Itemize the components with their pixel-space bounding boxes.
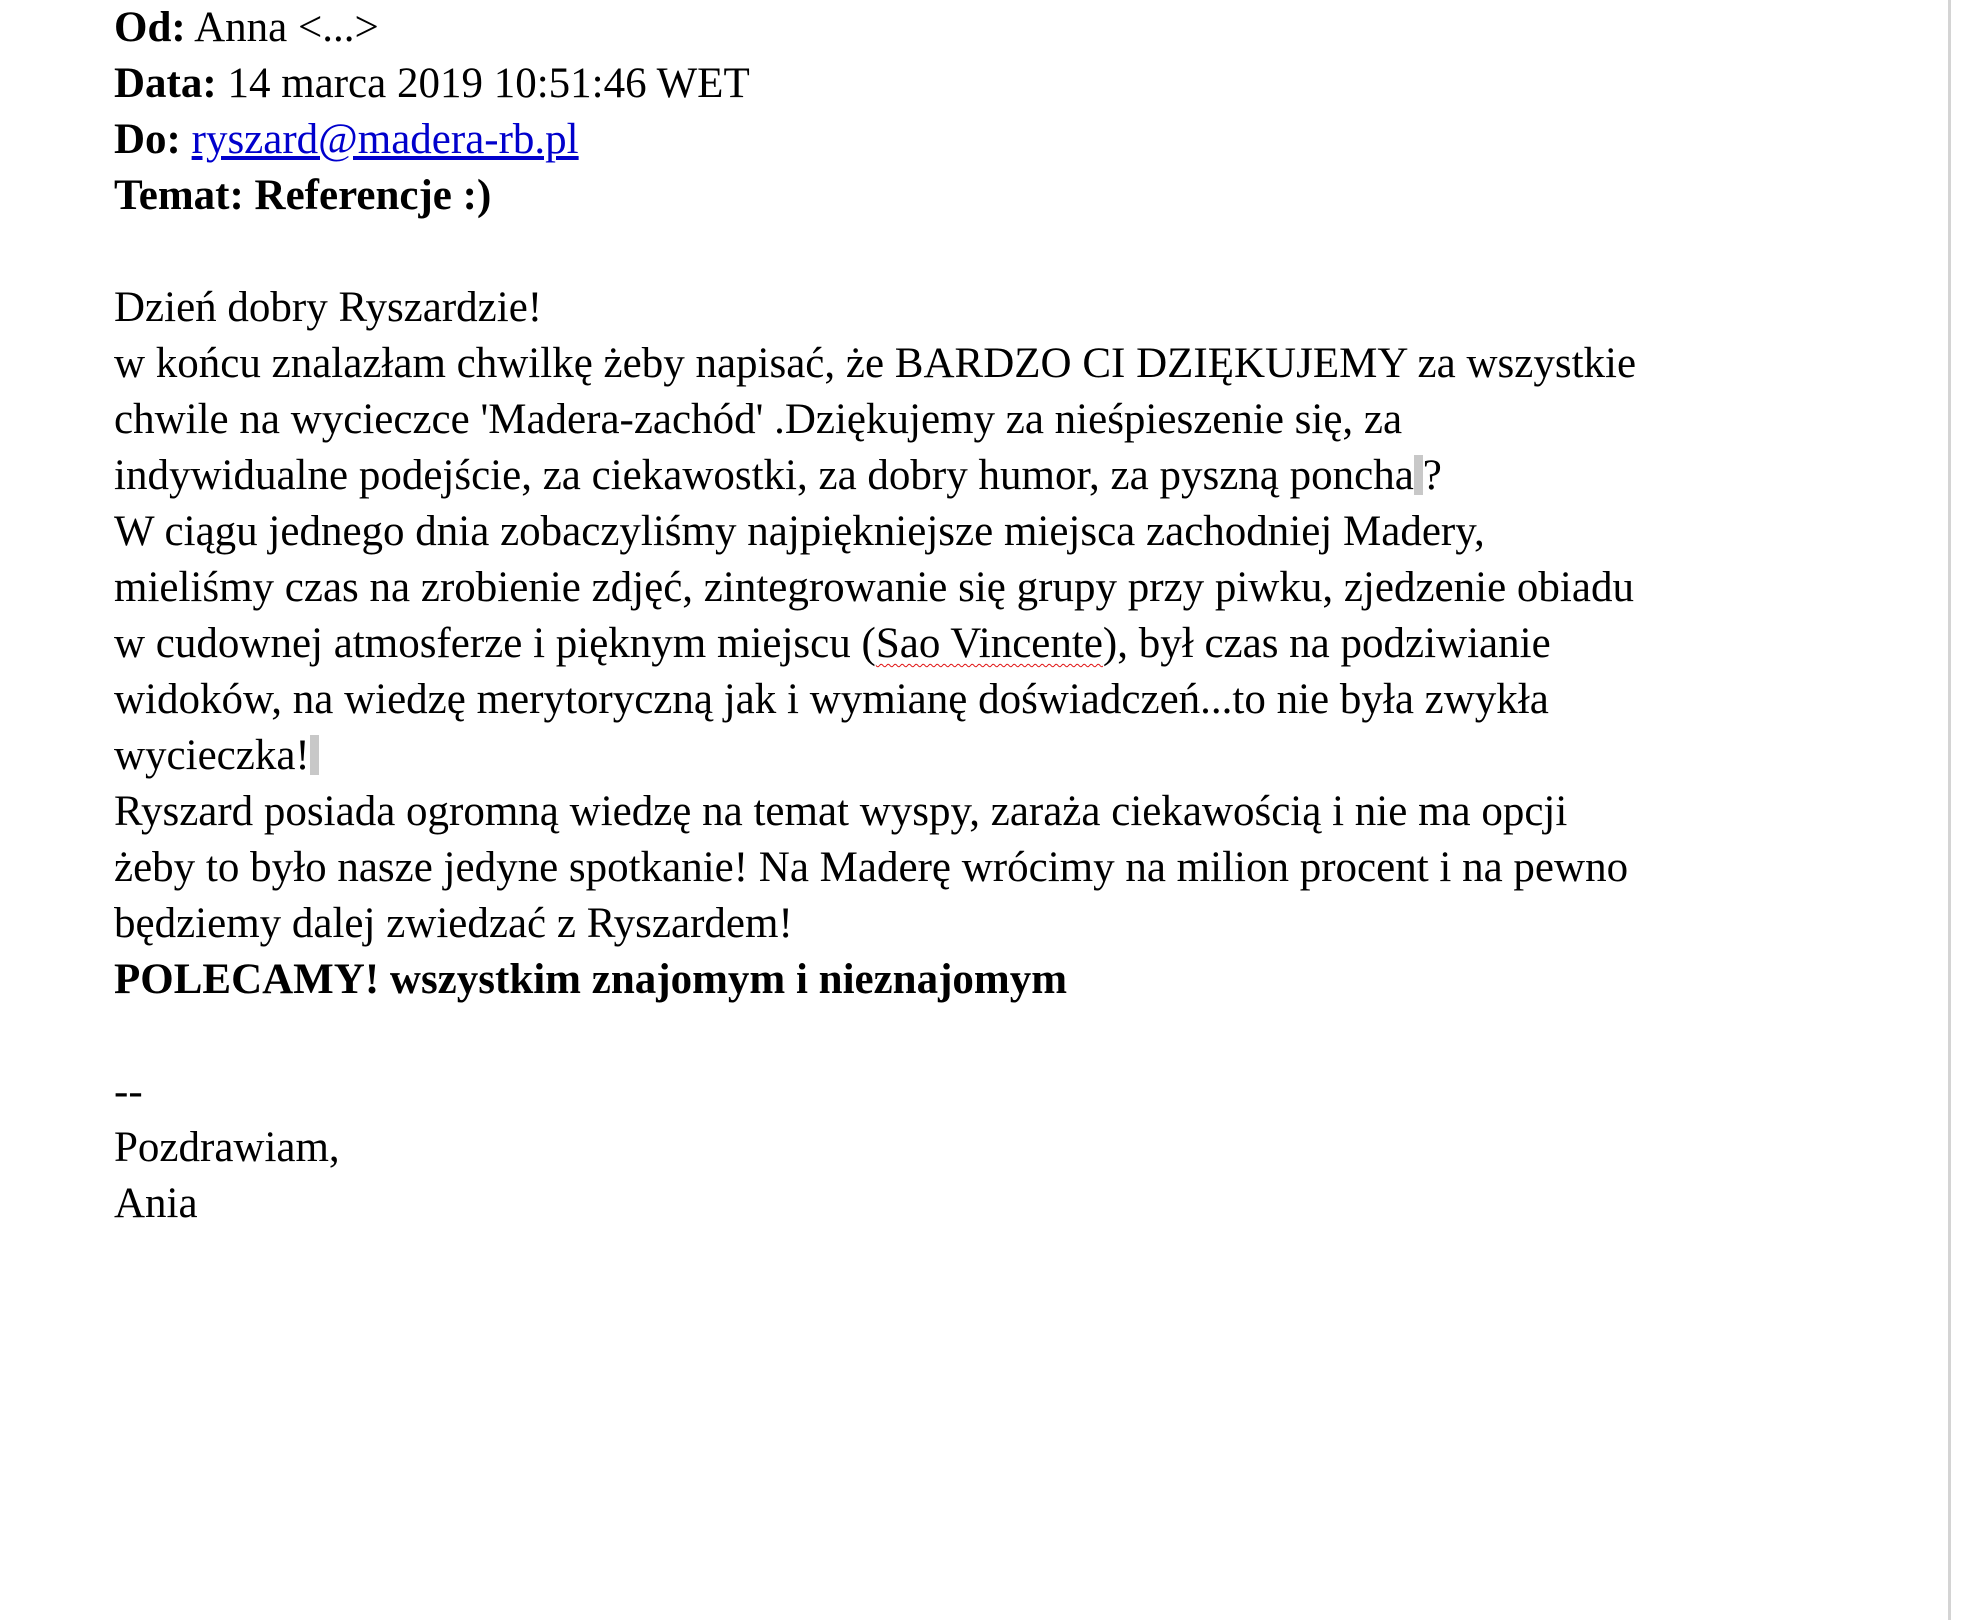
body-text: w cudownej atmosferze i pięknym miejscu ( [114,620,876,667]
body-line [114,728,1934,784]
body-line [114,448,1934,504]
selection-marker [1414,455,1423,495]
from-row [114,0,1934,56]
body-spacer [114,1008,1934,1064]
signature-separator: -- [114,1068,143,1115]
body-greeting: Dzień dobry Ryszardzie! [114,284,543,331]
body-line [114,616,1934,672]
subject-value: Referencje :) [254,172,492,219]
body-text: ? [1422,452,1442,499]
recommendation-line: POLECAMY! wszystkim znajomym i nieznajomym [114,956,1068,1003]
date-value: 14 marca 2019 10:51:46 WET [227,60,750,107]
email-message [114,0,1934,1232]
body-line: żeby to było nasze jedyne spotkanie! Na Maderę wrócimy na milion procent i na pewno [114,844,1629,891]
header-spacer [114,224,1934,280]
body-line: chwile na wycieczce 'Madera-zachód' .Dziękujemy za nieśpieszenie się, za [114,396,1403,443]
misspelled-word[interactable]: Sao Vincente [875,620,1103,667]
subject-row [114,168,1934,224]
to-row [114,112,1934,168]
body-line: Ryszard posiada ogromną wiedzę na temat wyspy, zaraża ciekawością i nie ma opcji [114,788,1568,835]
signature-closing: Pozdrawiam, [114,1124,340,1171]
from-label: Od: [114,4,186,51]
to-label: Do: [114,116,181,163]
body-line: W ciągu jednego dnia zobaczyliśmy najpiękniejsze miejsca zachodniej Madery, [114,508,1485,555]
selection-marker [310,735,319,775]
date-row [114,56,1934,112]
body-line: w końcu znalazłam chwilkę żeby napisać, że BARDZO CI DZIĘKUJEMY za wszystkie [114,340,1637,387]
body-line: widoków, na wiedzę merytoryczną jak i wymianę doświadczeń...to nie była zwykła [114,676,1549,723]
body-text: ), był czas na podziwianie [1102,620,1551,667]
body-line: będziemy dalej zwiedzać z Ryszardem! [114,900,793,947]
body-text: wycieczka! [114,732,310,779]
body-line: mieliśmy czas na zrobienie zdjęć, zintegrowanie się grupy przy piwku, zjedzenie obiadu [114,564,1634,611]
recipient-email-link[interactable]: ryszard@madera-rb.pl [191,116,579,163]
window-margin [1951,0,1975,1620]
signature-name: Ania [114,1180,198,1227]
from-value: Anna <...> [194,4,379,51]
body-text: indywidualne podejście, za ciekawostki, za dobry humor, za pyszną poncha [114,452,1414,499]
date-label: Data: [114,60,217,107]
subject-label: Temat: [114,172,244,219]
